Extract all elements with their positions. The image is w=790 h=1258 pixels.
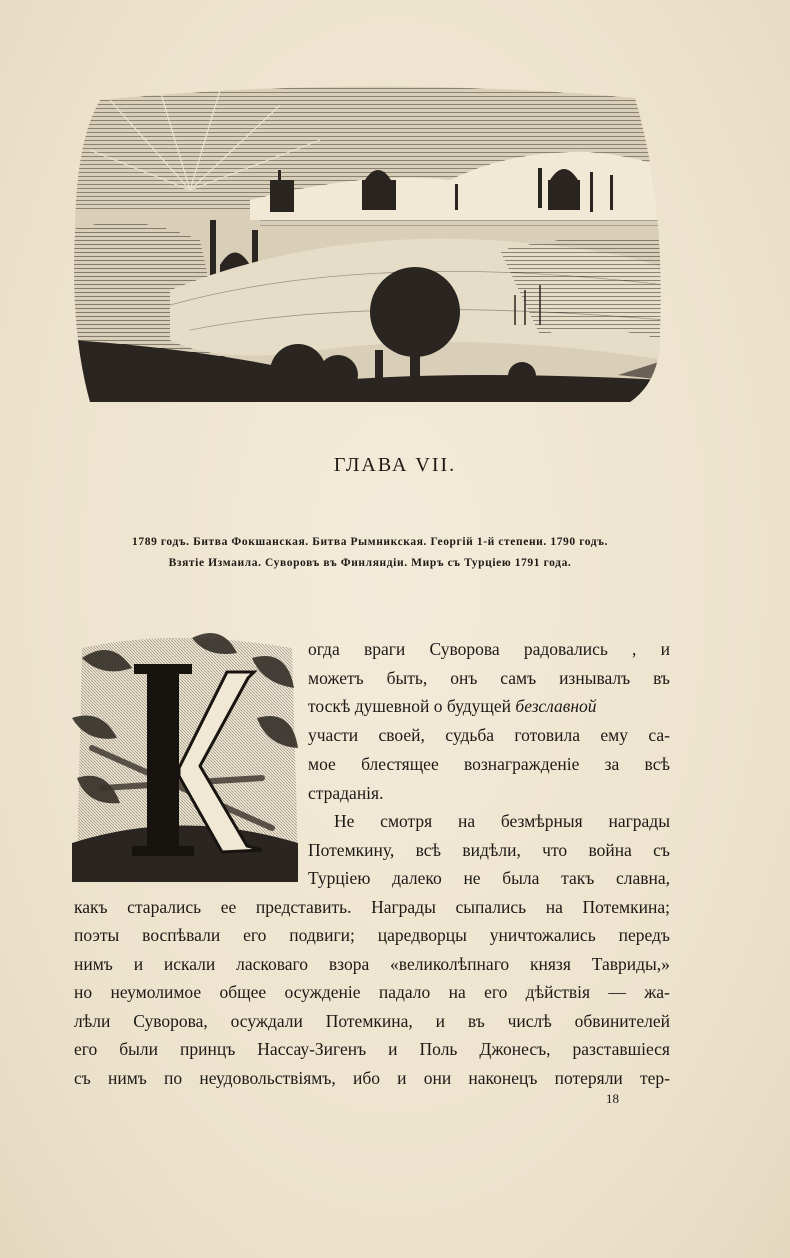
header-engraving: [70, 80, 665, 405]
drop-cap-initial: [72, 628, 300, 882]
drop-cap-letter: К: [163, 788, 164, 789]
text-line: лѣли Суворова, осуждали Потемкина, и въ числѣ обвинителей: [74, 1011, 670, 1031]
text-line: Турціею далеко не была такъ славна,: [308, 868, 670, 888]
chapter-summary-line: 1789 годъ. Битва Фокшанская. Битва Рымникская. Георгій 1-й степени. 1790 годъ.: [132, 536, 608, 548]
text-line: Потемкину, всѣ видѣли, что война съ: [308, 840, 670, 860]
chapter-title: ГЛАВА VII.: [333, 454, 457, 476]
chapter-summary-line: Взятіе Измаила. Суворовъ въ Финляндіи. Миръ съ Турціею 1791 года.: [168, 557, 572, 569]
text-line: какъ старались ее представить. Награды сыпались на Потемкина;: [74, 897, 670, 917]
text-line: съ нимъ по неудовольствіямъ, ибо и они наконецъ потеряли тер-: [74, 1068, 670, 1088]
text-line: участи своей, судьба готовила ему са-: [308, 725, 670, 745]
text-line: его были принцъ Нассау-Зигенъ и Поль Джонесъ, разставшіеся: [74, 1039, 670, 1059]
text-line: нимъ и искали ласковаго взора «великолѣпнаго князя Тавриды,»: [74, 954, 670, 974]
text-line: Не смотря на безмѣрныя награды: [334, 811, 670, 831]
text-line: мое блестящее вознагражденіе за всѣ: [308, 754, 670, 774]
text-line: огда враги Суворова радовались , и: [308, 639, 670, 659]
text-line: страданія.: [308, 783, 384, 803]
text-line: можетъ быть, онъ самъ изнывалъ въ: [308, 668, 670, 688]
text-line: поэты воспѣвали его подвиги; царедворцы уничтожались передъ: [74, 925, 670, 945]
text-line: но неумолимое общее осужденіе падало на его дѣйствія — жа-: [74, 982, 670, 1002]
text-line: тоскѣ душевной о будущей безславной: [308, 696, 597, 716]
emphasis-word: безславной: [515, 696, 597, 716]
page-number: 18: [606, 1091, 619, 1106]
